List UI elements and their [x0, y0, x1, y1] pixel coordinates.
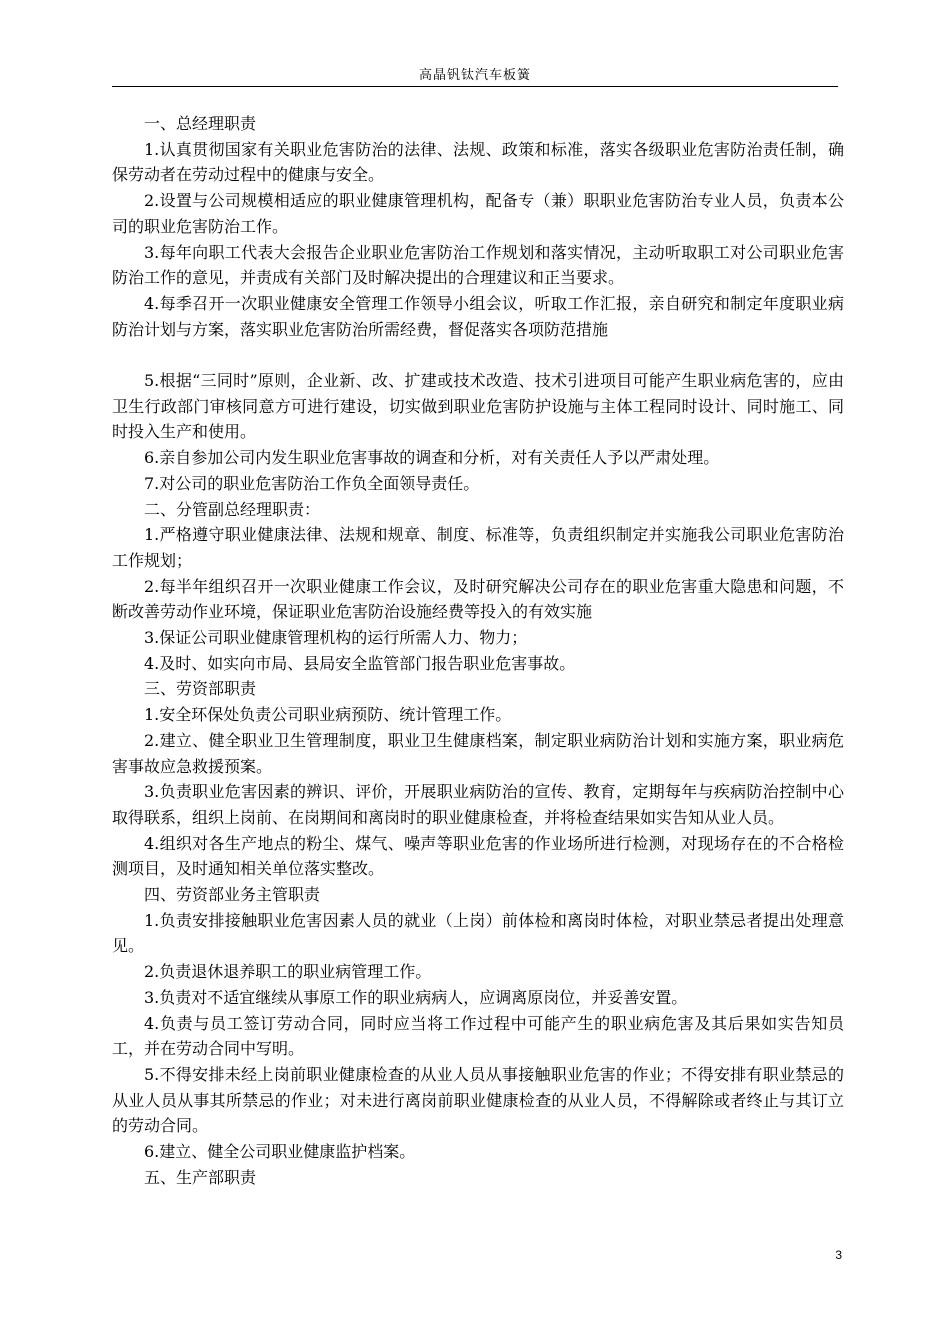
blank-line — [112, 342, 844, 368]
paragraph: 2.每半年组织召开一次职业健康工作会议，及时研究解决公司存在的职业危害重大隐患和问题，不断改善劳动作业环境，保证职业危害防治设施经费等投入的有效实施 — [112, 576, 844, 622]
paragraph: 4.及时、如实向市局、县局安全监管部门报告职业危害事故。 — [144, 653, 576, 673]
paragraph: 6.建立、健全公司职业健康监护档案。 — [144, 1142, 416, 1162]
paragraph: 五、生产部职责 — [144, 1167, 257, 1187]
paragraph: 二、分管副总经理职责： — [144, 499, 321, 519]
paragraph: 2.建立、健全职业卫生管理制度，职业卫生健康档案，制定职业病防治计划和实施方案，职业病危害事故应急救援预案。 — [112, 730, 844, 776]
paragraph: 1.负责安排接触职业危害因素人员的就业（上岗）前体检和离岗时体检，对职业禁忌者提出处理意见。 — [112, 910, 844, 956]
paragraph: 三、劳资部职责 — [144, 679, 257, 699]
paragraph: 四、劳资部业务主管职责 — [144, 885, 321, 905]
paragraph: 4.负责与员工签订劳动合同，同时应当将工作过程中可能产生的职业病危害及其后果如实告知员工，并在劳动合同中写明。 — [112, 1013, 844, 1059]
paragraph: 一、总经理职责 — [144, 114, 257, 133]
paragraph: 7.对公司的职业危害防治工作负全面领导责任。 — [144, 473, 480, 493]
document-body — [112, 111, 844, 1191]
page-header: 高晶钒钛汽车板簧 — [418, 68, 531, 83]
paragraph: 5.根据“三同时”原则，企业新、改、扩建或技术改造、技术引进项目可能产生职业病危害的，应由卫生行政部门审核同意方可进行建设，切实做到职业危害防护设施与主体工程同时设计、同时施工、同时投入生产和使用。 — [112, 371, 844, 442]
paragraph: 3.每年向职工代表大会报告企业职业危害防治工作规划和落实情况，主动听取职工对公司职业危害防治工作的意见，并责成有关部门及时解决提出的合理建议和正当要求。 — [112, 242, 844, 288]
header-divider — [112, 86, 838, 87]
paragraph: 1.认真贯彻国家有关职业危害防治的法律、法规、政策和标准，落实各级职业危害防治责任制，确保劳动者在劳动过程中的健康与安全。 — [112, 139, 844, 185]
paragraph: 2.设置与公司规模相适应的职业健康管理机构，配备专（兼）职职业危害防治专业人员，负责本公司的职业危害防治工作。 — [112, 191, 844, 236]
paragraph: 3.保证公司职业健康管理机构的运行所需人力、物力； — [144, 628, 528, 648]
page-number: 3 — [835, 1248, 842, 1262]
paragraph: 1.严格遵守职业健康法律、法规和规章、制度、标准等，负责组织制定并实施我公司职业危害防治工作规划； — [112, 525, 844, 570]
paragraph: 4.每季召开一次职业健康安全管理工作领导小组会议，听取工作汇报，亲自研究和制定年度职业病防治计划与方案，落实职业危害防治所需经费，督促落实各项防范措施 — [112, 293, 844, 339]
paragraph: 6.亲自参加公司内发生职业危害事故的调查和分析，对有关责任人予以严肃处理。 — [144, 448, 720, 468]
paragraph: 5.不得安排未经上岗前职业健康检查的从业人员从事接触职业危害的作业；不得安排有职业禁忌的从业人员从事其所禁忌的作业；对未进行离岗前职业健康检查的从业人员，不得解除或者终止与其订立的劳动合同。 — [112, 1065, 844, 1136]
paragraph: 2.负责退休退养职工的职业病管理工作。 — [144, 962, 432, 982]
paragraph: 1.安全环保处负责公司职业病预防、统计管理工作。 — [144, 705, 512, 725]
paragraph: 3.负责对不适宜继续从事原工作的职业病病人，应调离原岗位，并妥善安置。 — [144, 987, 688, 1007]
paragraph: 3.负责职业危害因素的辨识、评价，开展职业病防治的宣传、教育，定期每年与疾病防治控制中心取得联系，组织上岗前、在岗期间和离岗时的职业健康检查，并将检查结果如实告知从业人员。 — [112, 782, 844, 827]
paragraph: 4.组织对各生产地点的粉尘、煤气、噪声等职业危害的作业场所进行检测，对现场存在的不合格检测项目，及时通知相关单位落实整改。 — [112, 833, 844, 879]
